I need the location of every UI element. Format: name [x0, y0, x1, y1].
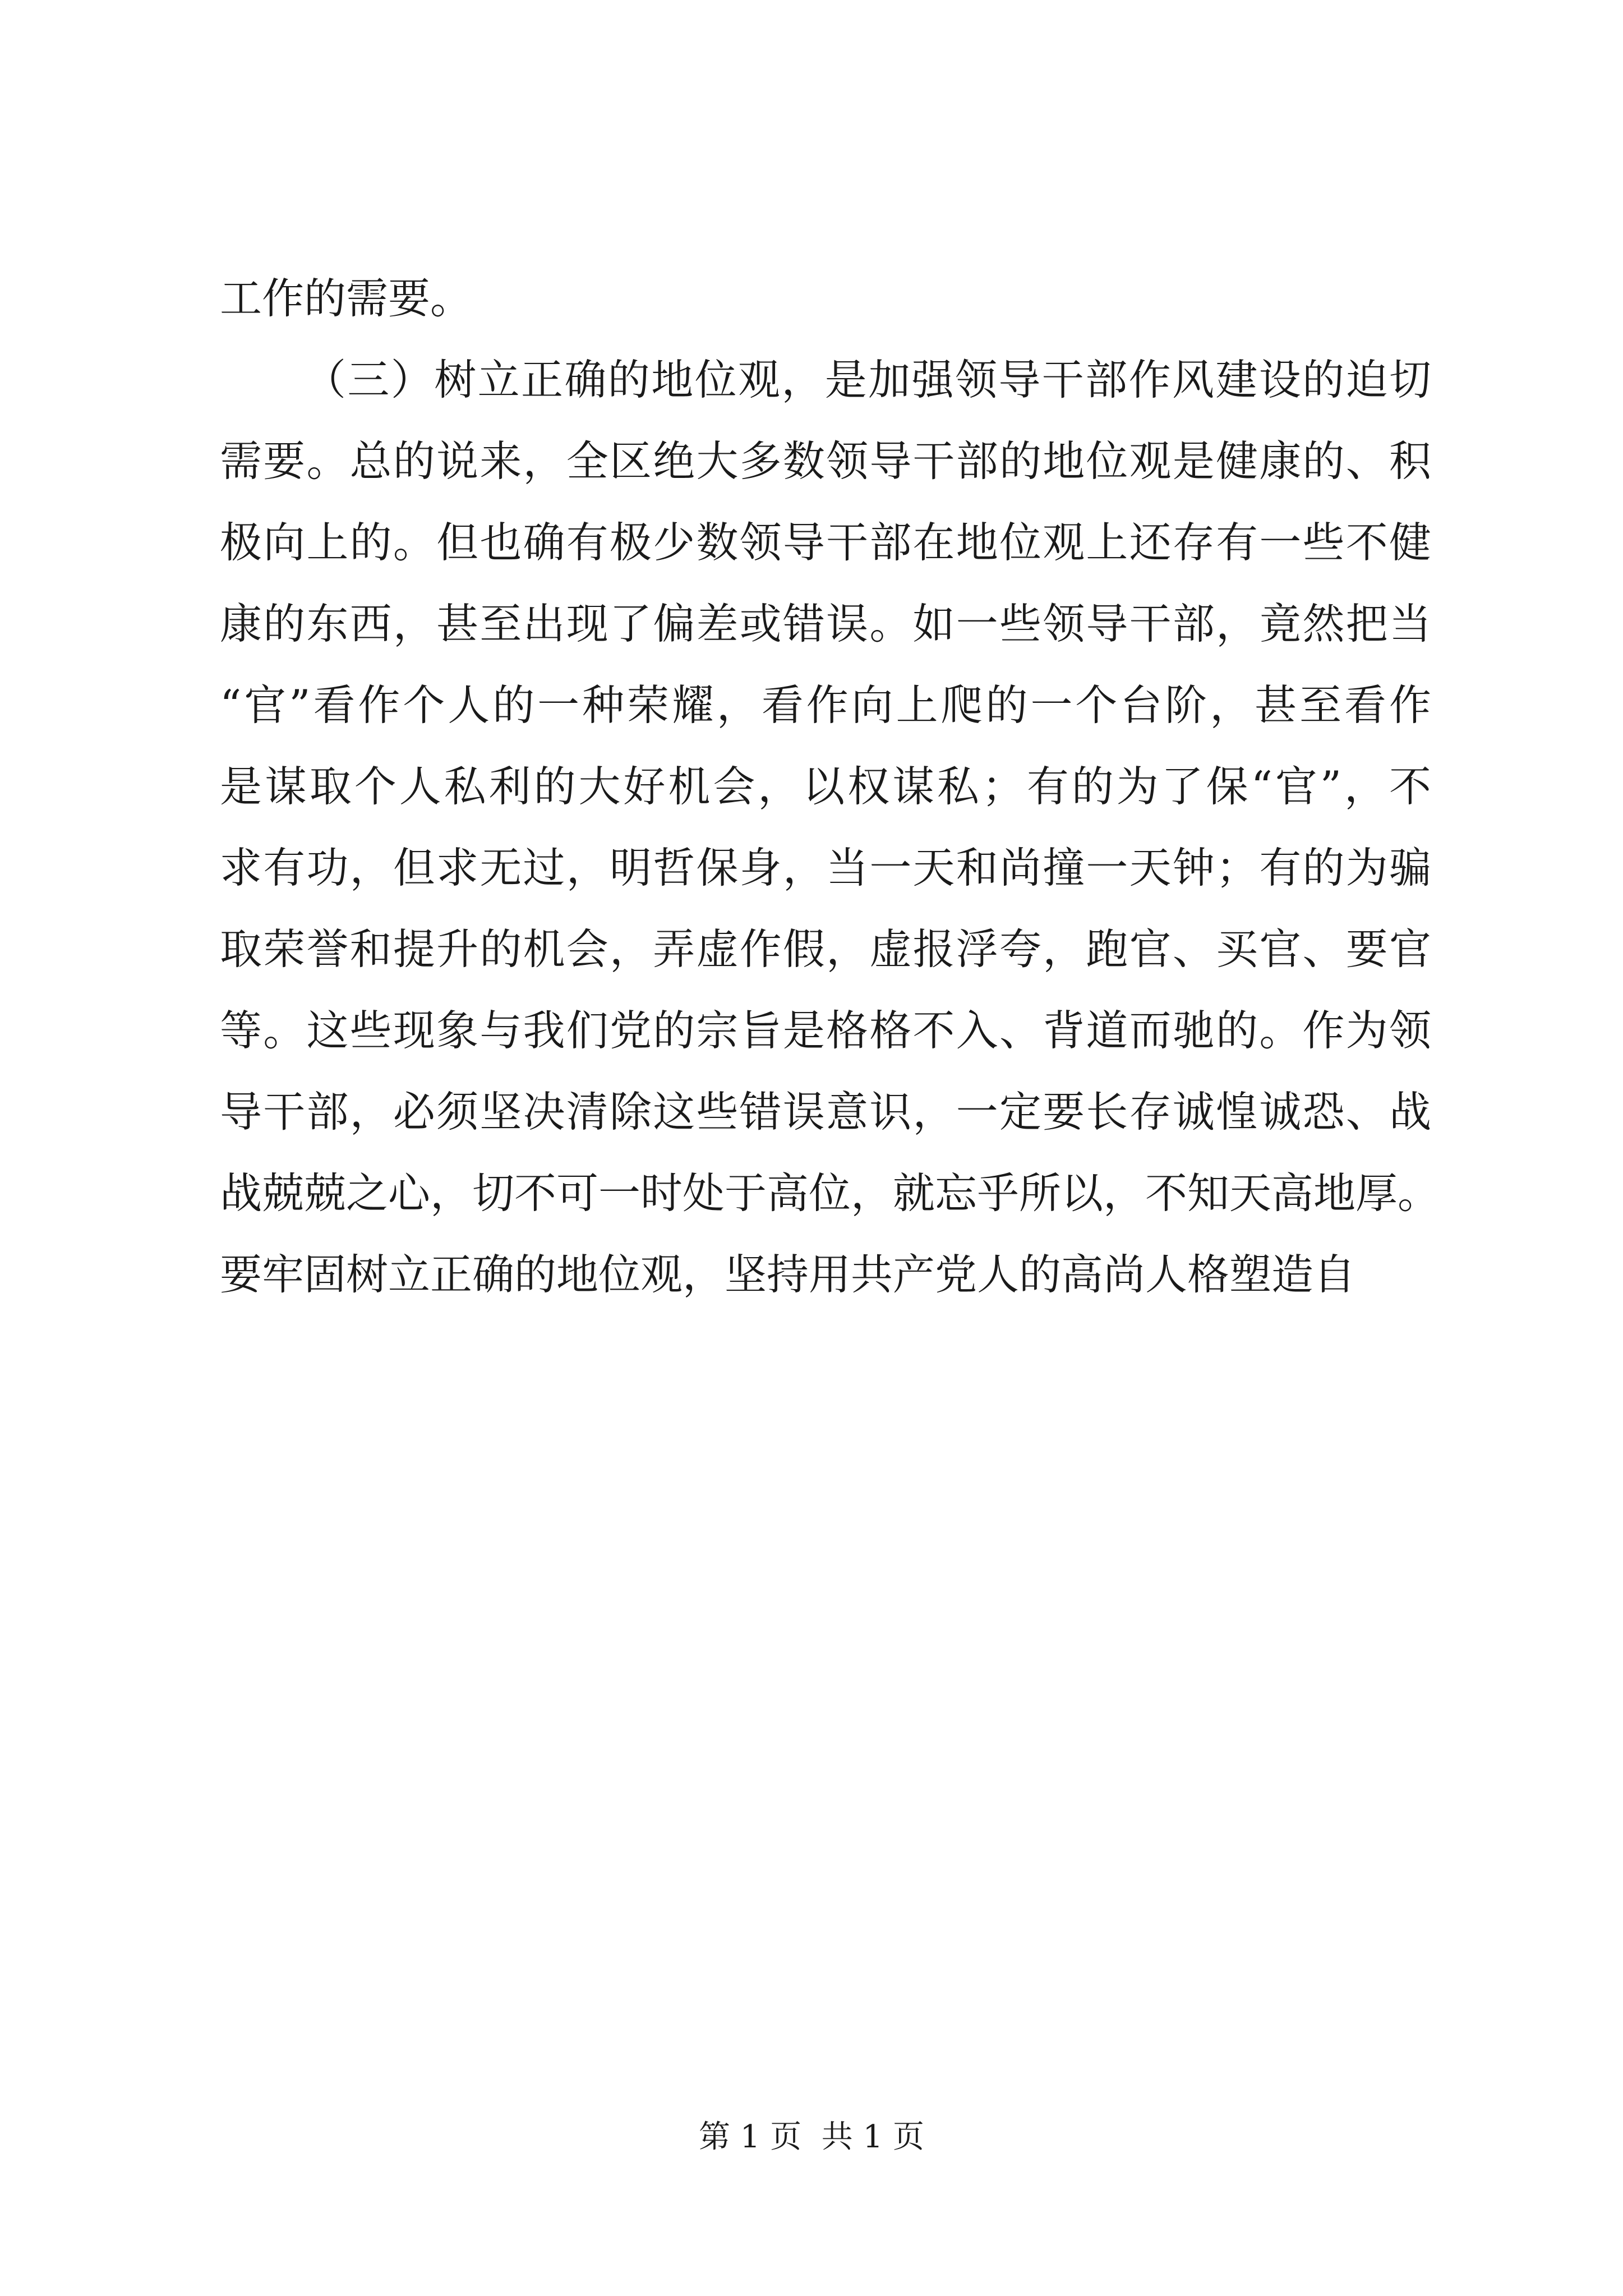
- text-line: 求有功，但求无过，明哲保身，当一天和尚撞一天钟；有的为骗: [220, 843, 1431, 892]
- page-number-label: 第 1 页 共 1 页: [698, 2119, 925, 2155]
- text-line: 导干部，必须坚决清除这些错误意识，一定要长存诚惶诚恐、战: [220, 1087, 1431, 1137]
- page-footer: [0, 2115, 1623, 2160]
- text-line: 取荣誉和提升的机会，弄虚作假，虚报浮夸，跑官、买官、要官: [220, 924, 1431, 974]
- text-line: （三）树立正确的地位观，是加强领导干部作风建设的迫切: [304, 355, 1431, 404]
- text-line: 战兢兢之心，切不可一时处于高位，就忘乎所以，不知天高地厚。: [220, 1168, 1440, 1218]
- text-line: 等。这些现象与我们党的宗旨是格格不入、背道而驰的。作为领: [220, 1006, 1431, 1055]
- text-line: 要牢固树立正确的地位观，坚持用共产党人的高尚人格塑造自: [220, 1250, 1356, 1299]
- text-line: 是谋取个人私利的大好机会，以权谋私；有的为了保“官”，不: [220, 762, 1431, 811]
- text-line: 康的东西，甚至出现了偏差或错误。如一些领导干部，竟然把当: [220, 599, 1431, 648]
- text-line: “官”看作个人的一种荣耀，看作向上爬的一个台阶，甚至看作: [220, 680, 1431, 730]
- text-line: 需要。总的说来，全区绝大多数领导干部的地位观是健康的、积: [220, 436, 1431, 486]
- body-text: [220, 258, 1440, 1315]
- text-line: 工作的需要。: [220, 274, 473, 323]
- text-line: 极向上的。但也确有极少数领导干部在地位观上还存有一些不健: [220, 518, 1431, 567]
